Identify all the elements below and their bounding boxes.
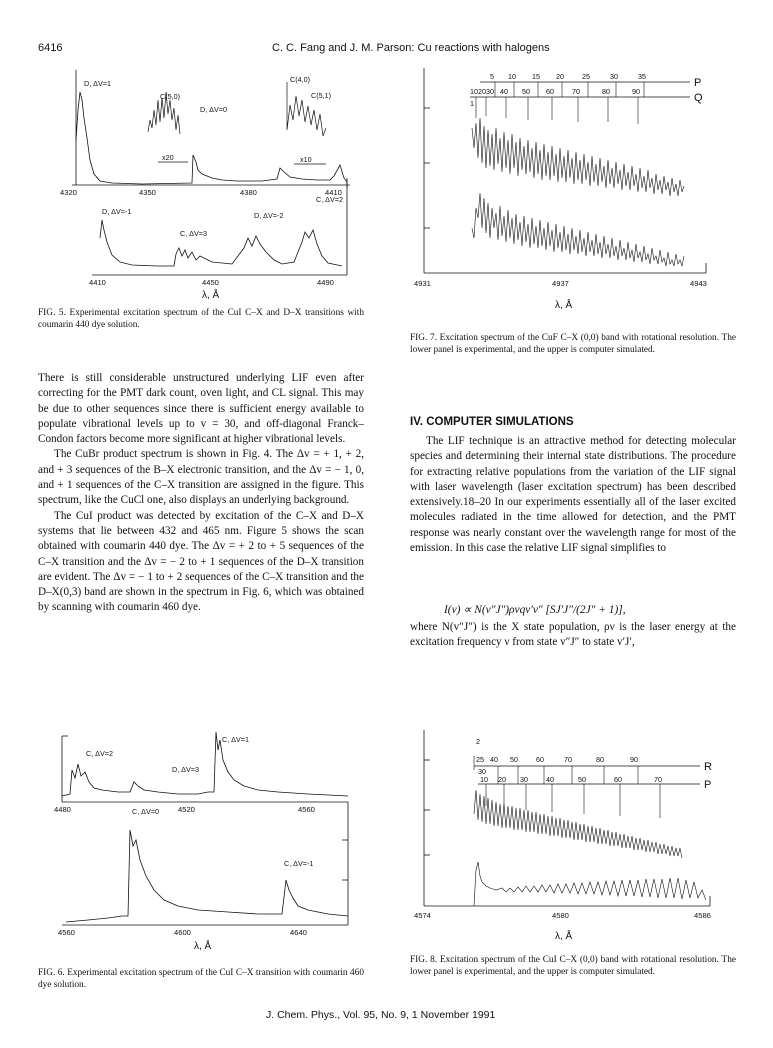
fig8-r-number: 70 — [564, 755, 572, 764]
fig8-p-number: 30 — [520, 775, 528, 784]
fig8-p-number: 10 — [480, 775, 488, 784]
fig5-bottom-trace — [100, 220, 342, 266]
fig7-q-number: 90 — [632, 87, 640, 96]
fig5-tick: 4450 — [202, 278, 219, 287]
paragraph: where N(v″J″) is the X state population, ρν is the laser energy at the excitation frequency ν from state v″J″ to state v′J′, — [410, 621, 736, 649]
left-column-text — [38, 371, 364, 616]
fig8-tick: 4586 — [694, 911, 711, 920]
fig5-label: C, ΔV=3 — [180, 229, 207, 238]
fig8-r-number: 25 — [476, 755, 484, 764]
fig5-label: x10 — [300, 155, 312, 164]
fig6-axis-label: λ, Å — [194, 941, 212, 952]
figure-5 — [62, 70, 362, 306]
fig8-sim-trace — [474, 790, 682, 858]
fig6-tick: 4520 — [178, 805, 195, 814]
fig5-tick: 4410 — [325, 188, 342, 197]
fig7-q-number: 70 — [572, 87, 580, 96]
fig8-r-number: 80 — [596, 755, 604, 764]
fig8-p-number: 70 — [654, 775, 662, 784]
page-number: 6416 — [38, 42, 63, 54]
fig5-label: C(5,0) — [160, 92, 180, 101]
fig8-caption: FIG. 8. Excitation spectrum of the CuI C–X (0,0) band with rotational resolution. The lower panel is experimental, and the upper is computer simulated. — [410, 955, 736, 977]
fig7-q-number: 20 — [478, 87, 486, 96]
fig6-tick: 4560 — [298, 805, 315, 814]
paragraph: The LIF technique is an attractive method for detecting molecular species and determining their internal state distributions. The procedure for extracting relative populations from the variation of the LIF signal with laser wavelength (laser excitation spectrum) has been described extensively.18–20 In our experiments essentially all of the laser excited molecules radiated in the time allowed for detection, and the PMT response was nearly constant over the wavelength range for most of the emission. In this case the relative LIF signal simplifies to — [410, 435, 736, 555]
fig5-label: C, ΔV=2 — [316, 195, 343, 204]
fig8-tick: 4574 — [414, 911, 431, 920]
fig5-label: D, ΔV=1 — [84, 79, 111, 88]
fig8-r-number: 50 — [510, 755, 518, 764]
fig8-r-number: 40 — [490, 755, 498, 764]
fig7-p-number: 15 — [532, 72, 540, 81]
running-title: C. C. Fang and J. M. Parson: Cu reactions with halogens — [272, 42, 550, 54]
fig6-caption: FIG. 6. Experimental excitation spectrum of the CuI C–X transition with coumarin 460 dye solution. — [38, 968, 364, 990]
fig6-label: C, ΔV=1 — [222, 735, 249, 744]
right-column-text — [410, 434, 736, 556]
paragraph: There is still considerable unstructured underlying LIF even after correcting for the PMT dark count, oven light, and CL signal. This may be due to other sequences since there is sufficient energy available to populate vibrational levels up to v = 30, and off-diagonal Franck–Condon factors become more significant at higher vibrational levels. — [38, 372, 364, 446]
fig7-branch-p: P — [694, 77, 702, 89]
fig6-label: D, ΔV=3 — [172, 765, 199, 774]
fig6-bottom-trace — [66, 830, 348, 922]
fig7-tick: 4937 — [552, 279, 569, 288]
paragraph: The CuI product was detected by excitation of the C–X and D–X systems that lie between 432 and 465 nm. Figure 5 shows the scan obtained with coumarin 440 dye. The Δv = + 2 to + 5 sequences of the C–X transition and the Δv = − 2 to + 1 sequences of the D–X transition are evident. The Δv = − 1 to + 2 sequences of the C–X transition and the D–X(0,3) band are shown in the spectrum in Fig. 6, which was obtained by scanning with coumarin 460 dye. — [38, 509, 364, 614]
equation: I(ν) ∝ N(v″J″)ρνqv′v″ [SJ′J″/(2J″ + 1)], — [444, 604, 626, 616]
fig5-label: D, ΔV=0 — [200, 105, 227, 114]
fig8-p-number: 40 — [546, 775, 554, 784]
fig7-q-number: 10 — [470, 87, 478, 96]
fig7-sim-trace — [472, 118, 684, 196]
fig7-p-number: 5 — [490, 72, 494, 81]
fig6-tick: 4600 — [174, 928, 191, 937]
fig7-axis-label: λ, Å — [555, 300, 573, 311]
fig7-exp-trace — [472, 193, 684, 266]
fig8-exp-trace — [474, 862, 706, 906]
fig6-tick: 4480 — [54, 805, 71, 814]
fig7-tick: 4943 — [690, 279, 707, 288]
fig7-q-number: 40 — [500, 87, 508, 96]
fig8-tick: 4580 — [552, 911, 569, 920]
fig5-tick: 4320 — [60, 188, 77, 197]
fig5-label: x20 — [162, 153, 174, 162]
figure-7 — [410, 68, 740, 318]
fig5-tick: 4410 — [89, 278, 106, 287]
fig5-caption: FIG. 5. Experimental excitation spectrum of the CuI C–X and D–X transitions with coumarin 440 dye solution. — [38, 308, 364, 330]
fig6-label: C, ΔV=2 — [86, 749, 113, 758]
fig6-label: C, ΔV=0 — [132, 807, 159, 816]
fig7-q-number: 30 — [486, 87, 494, 96]
section-heading: IV. COMPUTER SIMULATIONS — [410, 416, 574, 428]
figure-6 — [54, 730, 358, 958]
fig5-label: C(5,1) — [311, 91, 331, 100]
fig8-p-number: 30 — [478, 767, 486, 776]
journal-footer: J. Chem. Phys., Vol. 95, No. 9, 1 November 1991 — [266, 1009, 496, 1021]
fig7-q-number: 80 — [602, 87, 610, 96]
fig6-top-trace — [62, 732, 348, 796]
fig5-label: C(4,0) — [290, 75, 310, 84]
fig8-r-number: 60 — [536, 755, 544, 764]
paragraph: The CuBr product spectrum is shown in Fig. 4. The Δv = + 1, + 2, and + 3 sequences of the B–X electronic transition, and the Δv = − 1, 0, and + 1 sequences of the C–X transition are assigned in the figure. This spectrum, like the CuCl one, also displays an underlying background. — [38, 448, 364, 507]
fig6-tick: 4640 — [290, 928, 307, 937]
fig7-tick: 4931 — [414, 279, 431, 288]
fig8-r-number: 2 — [476, 737, 480, 746]
fig5-label: D, ΔV=-1 — [102, 207, 132, 216]
fig5-tick: 4490 — [317, 278, 334, 287]
fig8-p-number: 50 — [578, 775, 586, 784]
fig6-label: C, ΔV=-1 — [284, 859, 314, 868]
fig8-p-number: 20 — [498, 775, 506, 784]
fig5-axis-label: λ, Å — [202, 290, 220, 301]
fig8-p-number: 60 — [614, 775, 622, 784]
fig8-branch-p: P — [704, 779, 712, 791]
figure-8 — [410, 730, 740, 950]
fig7-p-number: 20 — [556, 72, 564, 81]
fig7-q-number: 50 — [522, 87, 530, 96]
fig7-q-number: 60 — [546, 87, 554, 96]
fig5-tick: 4380 — [240, 188, 257, 197]
fig7-p-number: 35 — [638, 72, 646, 81]
fig6-tick: 4560 — [58, 928, 75, 937]
fig7-branch-q: Q — [694, 92, 703, 104]
fig7-q-first: 1 — [470, 99, 474, 108]
fig8-r-number: 90 — [630, 755, 638, 764]
right-column-continuation — [410, 620, 736, 651]
fig5-tick: 4350 — [139, 188, 156, 197]
fig8-axis-label: λ, Å — [555, 931, 573, 942]
fig5-label: D, ΔV=-2 — [254, 211, 284, 220]
fig7-caption: FIG. 7. Excitation spectrum of the CuF C–X (0,0) band with rotational resolution. The lower panel is experimental, and the upper is computer simulated. — [410, 333, 736, 355]
fig8-branch-r: R — [704, 761, 712, 773]
fig7-p-number: 30 — [610, 72, 618, 81]
fig7-p-number: 25 — [582, 72, 590, 81]
fig7-p-number: 10 — [508, 72, 516, 81]
